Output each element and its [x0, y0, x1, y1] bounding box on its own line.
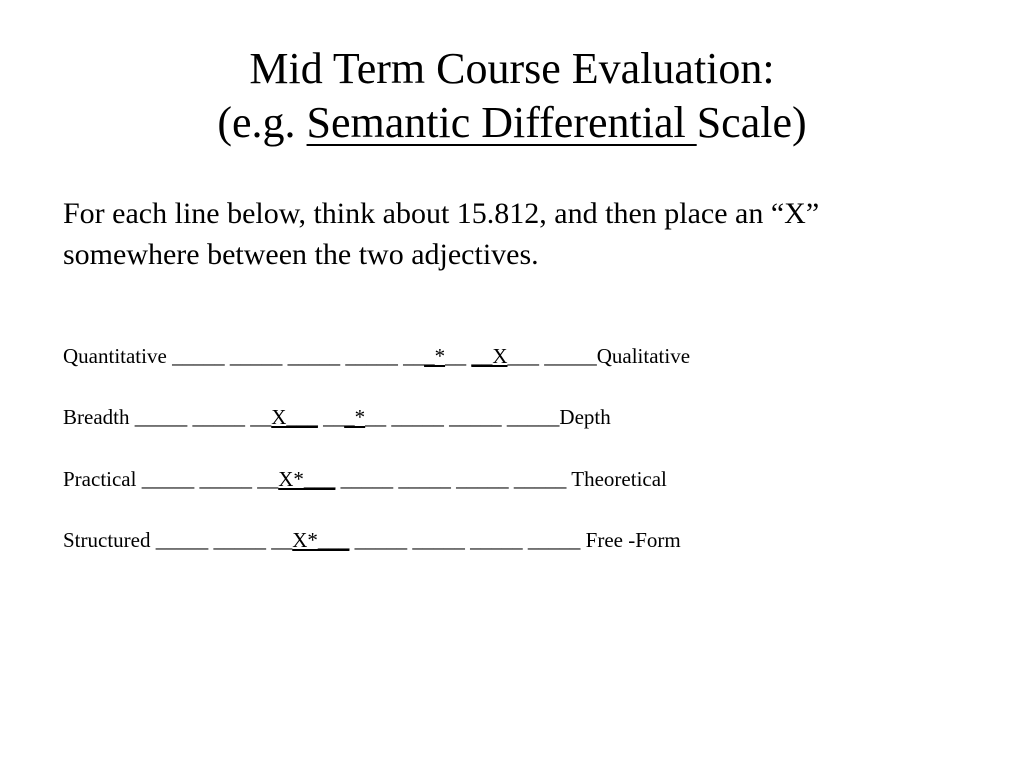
slide-title — [0, 42, 1024, 150]
scale-mark: X___ — [271, 405, 318, 430]
scale-left-label: Breadth — [63, 405, 135, 430]
scale-blanks: _____ _____ __ — [155, 528, 293, 553]
scale-right-label: Theoretical — [571, 466, 667, 491]
scale-mark: __X — [471, 344, 508, 368]
scale-left-label: Quantitative — [63, 344, 173, 368]
scale-right-label: Depth — [559, 405, 611, 430]
title-line-2 — [0, 96, 1024, 150]
title-prefix: (e.g. — [217, 98, 307, 147]
scale-right-label: Free -Form — [585, 528, 681, 553]
scale-mark: X*___ — [292, 528, 350, 553]
scale-row-quantitative-qualitative — [63, 342, 1003, 403]
scale-blanks: _____ _____ __ — [141, 466, 279, 491]
scale-row-practical-theoretical — [63, 465, 1003, 526]
scale-mark: _* — [344, 405, 366, 430]
scale-blanks: ___ _____ — [507, 344, 597, 368]
title-line-1: Mid Term Course Evaluation: — [249, 44, 775, 93]
scale-left-label: Practical — [63, 466, 142, 491]
scale-blanks: _____ _____ _____ _____ __ — [172, 344, 425, 368]
scale-mark: _* — [424, 344, 446, 368]
scale-row-breadth-depth — [63, 403, 1003, 464]
instructions-line-2: somewhere between the two adjectives. — [63, 238, 539, 271]
title-underlined-term: Semantic Differential — [306, 98, 697, 147]
scale-blanks: __ _____ _____ _____ — [365, 405, 560, 430]
scale-right-label: Qualitative — [596, 344, 691, 368]
scale-blanks: _____ _____ _____ _____ — [349, 528, 586, 553]
scale-blanks: __ — [445, 344, 472, 368]
instructions-line-1: For each line below, think about 15.812, and then place an “X” — [63, 197, 820, 230]
scale-blanks: _____ _____ __ — [134, 405, 272, 430]
scale-blanks: _____ _____ _____ _____ — [335, 466, 572, 491]
scale-list — [63, 342, 1003, 588]
scale-blanks: __ — [317, 405, 345, 430]
scale-left-label: Structured — [63, 528, 156, 553]
scale-mark: X*___ — [278, 466, 336, 491]
scale-row-structured-free-form — [63, 526, 1003, 587]
title-suffix: Scale) — [696, 98, 807, 147]
instructions — [63, 193, 993, 275]
